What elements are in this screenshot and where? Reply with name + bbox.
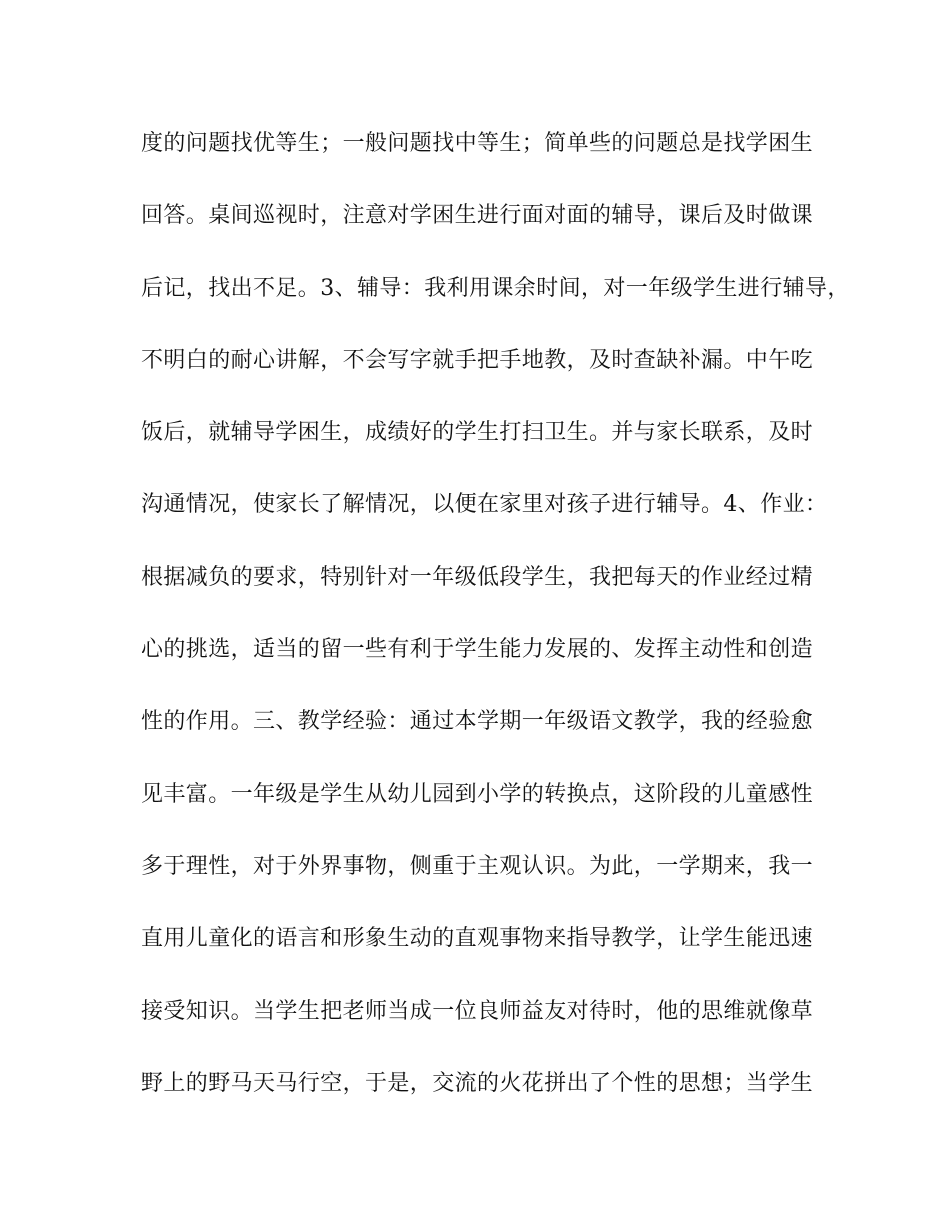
- text-line: 野上的野马天马行空，于是，交流的火花拼出了个性的思想；当学生: [141, 1070, 814, 1096]
- text-line: 多于理性，对于外界事物，侧重于主观认识。为此，一学期来，我一: [141, 853, 814, 879]
- text-line: 后记，找出不足。3、辅导：我利用课余时间，对一年级学生进行辅导，: [141, 275, 850, 301]
- text-line: 直用儿童化的语言和形象生动的直观事物来指导教学，让学生能迅速: [141, 926, 814, 952]
- text-line: 见丰富。一年级是学生从幼儿园到小学的转换点，这阶段的儿童感性: [141, 781, 814, 807]
- text-line: 回答。桌间巡视时，注意对学困生进行面对面的辅导，课后及时做课: [141, 203, 814, 229]
- text-line: 接受知识。当学生把老师当成一位良师益友对待时，他的思维就像草: [141, 998, 814, 1024]
- text-line: 心的挑选，适当的留一些有利于学生能力发展的、发挥主动性和创造: [141, 637, 814, 663]
- text-line: 饭后，就辅导学困生，成绩好的学生打扫卫生。并与家长联系，及时: [141, 420, 814, 446]
- text-line: 不明白的耐心讲解，不会写字就手把手地教，及时查缺补漏。中午吃: [141, 347, 814, 373]
- text-line: 沟通情况，使家长了解情况，以便在家里对孩子进行辅导。4、作业：: [141, 492, 828, 518]
- text-line: 根据减负的要求，特别针对一年级低段学生，我把每天的作业经过精: [141, 564, 814, 590]
- text-line: 度的问题找优等生；一般问题找中等生；简单些的问题总是找学困生: [141, 131, 814, 156]
- text-line: 性的作用。三、教学经验：通过本学期一年级语文教学，我的经验愈: [141, 709, 814, 735]
- body-text: [141, 124, 850, 1136]
